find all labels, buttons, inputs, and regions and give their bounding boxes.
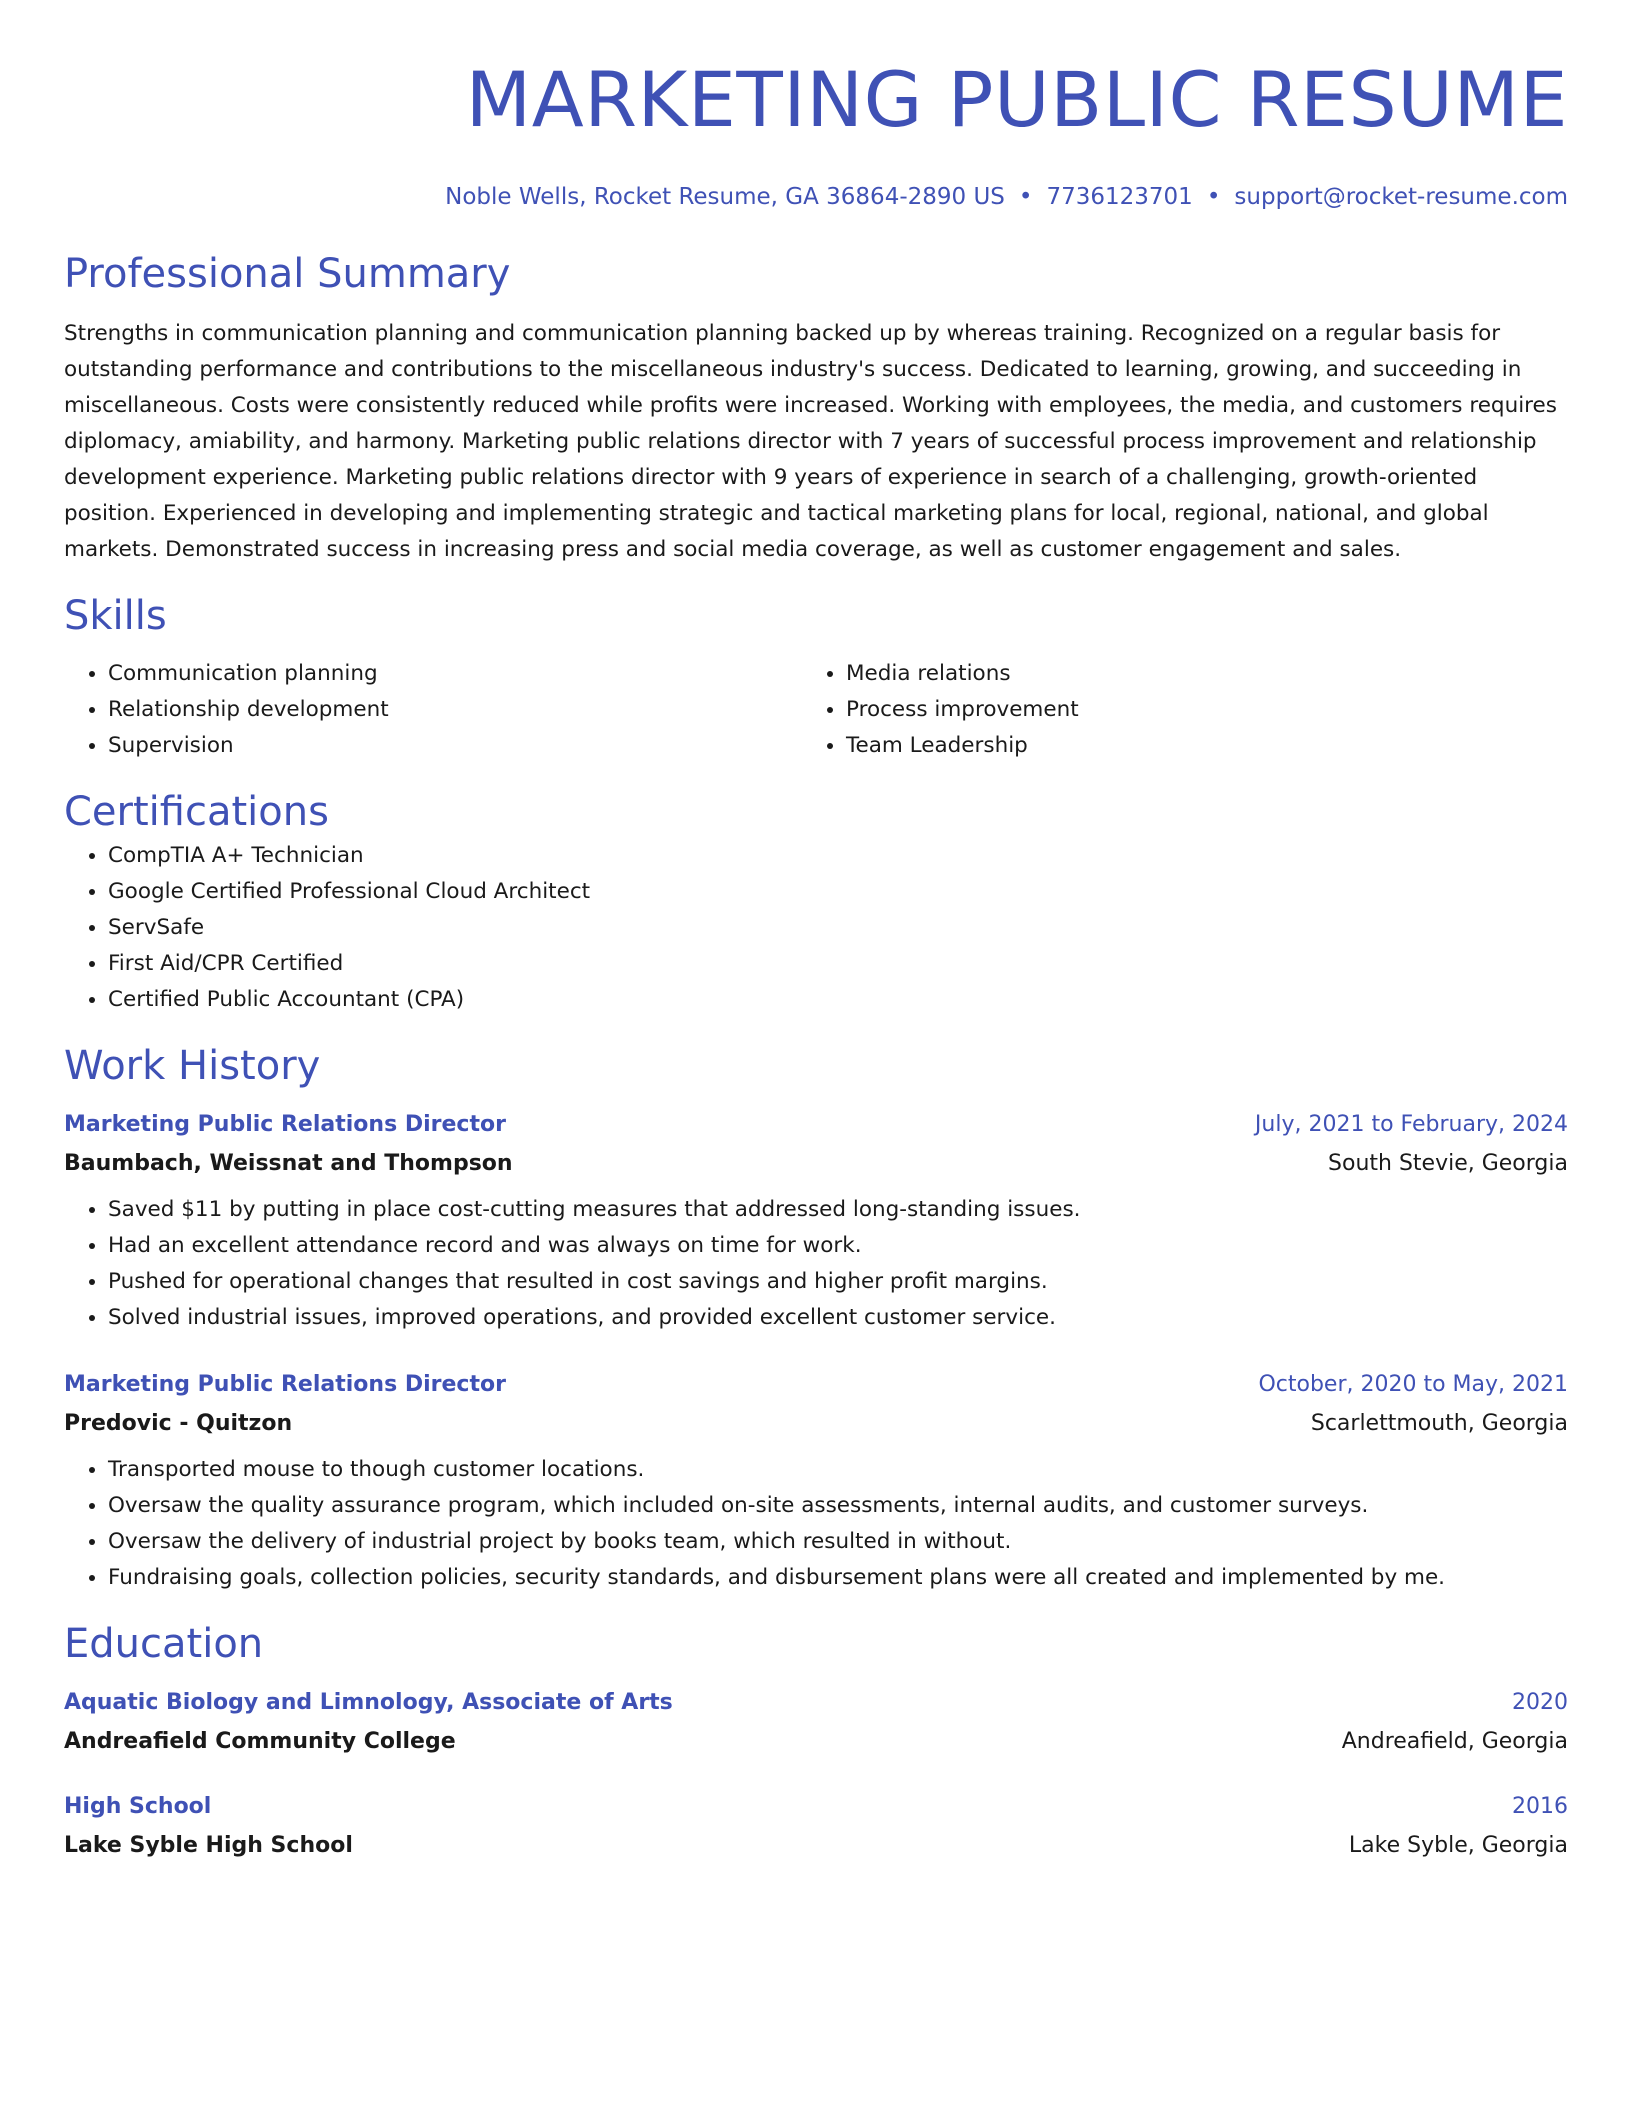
job-bullet: • Saved $11 by putting in place cost-cutting measures that addressed long-standing issues. xyxy=(108,1192,1568,1228)
job-dates: July, 2021 to February, 2024 xyxy=(1254,1112,1568,1137)
education-year: 2016 xyxy=(1512,1794,1568,1819)
job-location: Scarlettmouth, Georgia xyxy=(1310,1411,1568,1436)
contact-separator: • xyxy=(1018,184,1033,210)
contact-phone: 7736123701 xyxy=(1046,184,1193,210)
certifications-list xyxy=(64,838,1568,1018)
job-title: Marketing Public Relations Director xyxy=(64,1372,506,1397)
education-location: Lake Syble, Georgia xyxy=(1348,1833,1568,1858)
skills-column-left xyxy=(64,656,802,764)
job-bullet: • Pushed for operational changes that resulted in cost savings and higher profit margins. xyxy=(108,1264,1568,1300)
certification-item: • Google Certified Professional Cloud Architect xyxy=(108,874,1568,910)
certification-item: • Certified Public Accountant (CPA) xyxy=(108,982,1568,1018)
skill-item: • Process improvement xyxy=(846,692,1540,728)
job-bullet: • Oversaw the quality assurance program, which included on-site assessments, internal audits, and customer surveys. xyxy=(108,1488,1568,1524)
contact-line xyxy=(64,182,1568,212)
resume-title: MARKETING PUBLIC RESUME xyxy=(465,55,1568,144)
job-bullet: • Oversaw the delivery of industrial project by books team, which resulted in without. xyxy=(108,1524,1568,1560)
education-entry xyxy=(64,1684,1568,1762)
job-title: Marketing Public Relations Director xyxy=(64,1112,506,1137)
certification-item: • First Aid/CPR Certified xyxy=(108,946,1568,982)
skill-item: • Supervision xyxy=(108,728,802,764)
job-bullets xyxy=(64,1452,1568,1596)
summary-heading: Professional Summary xyxy=(64,251,511,297)
job-bullet: • Transported mouse to though customer locations. xyxy=(108,1452,1568,1488)
education-school: Lake Syble High School xyxy=(64,1833,353,1858)
education-degree: Aquatic Biology and Limnology, Associate of Arts xyxy=(64,1690,673,1715)
education-degree: High School xyxy=(64,1794,212,1819)
certification-item: • CompTIA A+ Technician xyxy=(108,838,1568,874)
contact-separator: • xyxy=(1206,184,1221,210)
skill-item: • Communication planning xyxy=(108,656,802,692)
job-dates: October, 2020 to May, 2021 xyxy=(1258,1372,1568,1397)
job-entry xyxy=(64,1106,1568,1336)
skill-item: • Team Leadership xyxy=(846,728,1540,764)
skills-grid xyxy=(64,656,1568,764)
certifications-heading: Certifications xyxy=(64,789,329,835)
job-bullet: • Solved industrial issues, improved operations, and provided excellent customer service. xyxy=(108,1300,1568,1336)
work-history-heading: Work History xyxy=(64,1043,321,1089)
job-bullet: • Fundraising goals, collection policies, security standards, and disbursement plans were all created and implemented by me. xyxy=(108,1560,1568,1596)
education-location: Andreafield, Georgia xyxy=(1341,1729,1568,1754)
education-year: 2020 xyxy=(1512,1690,1568,1715)
education-entry xyxy=(64,1788,1568,1866)
summary-text: Strengths in communication planning and communication planning backed up by whereas training. Recognized on a regular basis for outstanding performance and contributions to the miscellaneous industry's success. Dedicated to learning, growing, and succeeding in miscellaneous. Costs were consistently reduced while profits were increased. Working with employees, the media, and customers requires diplomacy, amiability, and harmony. Marketing public relations director with 7 years of successful process improvement and relationship development experience. Marketing public relations director with 9 years of experience in search of a challenging, growth-oriented position. Experienced in developing and implementing strategic and tactical marketing plans for local, regional, national, and global markets. Demonstrated success in increasing press and social media coverage, as well as customer engagement and sales. xyxy=(64,321,1557,562)
skill-item: • Relationship development xyxy=(108,692,802,728)
job-company: Baumbach, Weissnat and Thompson xyxy=(64,1151,513,1176)
job-location: South Stevie, Georgia xyxy=(1328,1151,1568,1176)
job-entry xyxy=(64,1366,1568,1596)
skills-column-right xyxy=(802,656,1540,764)
certification-item: • ServSafe xyxy=(108,910,1568,946)
contact-address: Noble Wells, Rocket Resume, GA 36864-2890 US xyxy=(445,184,1005,210)
job-bullets xyxy=(64,1192,1568,1336)
contact-email: support@rocket-resume.com xyxy=(1234,184,1568,210)
education-heading: Education xyxy=(64,1621,264,1667)
education-school: Andreafield Community College xyxy=(64,1729,456,1754)
job-company: Predovic - Quitzon xyxy=(64,1411,293,1436)
skill-item: • Media relations xyxy=(846,656,1540,692)
skills-heading: Skills xyxy=(64,593,167,639)
job-bullet: • Had an excellent attendance record and was always on time for work. xyxy=(108,1228,1568,1264)
